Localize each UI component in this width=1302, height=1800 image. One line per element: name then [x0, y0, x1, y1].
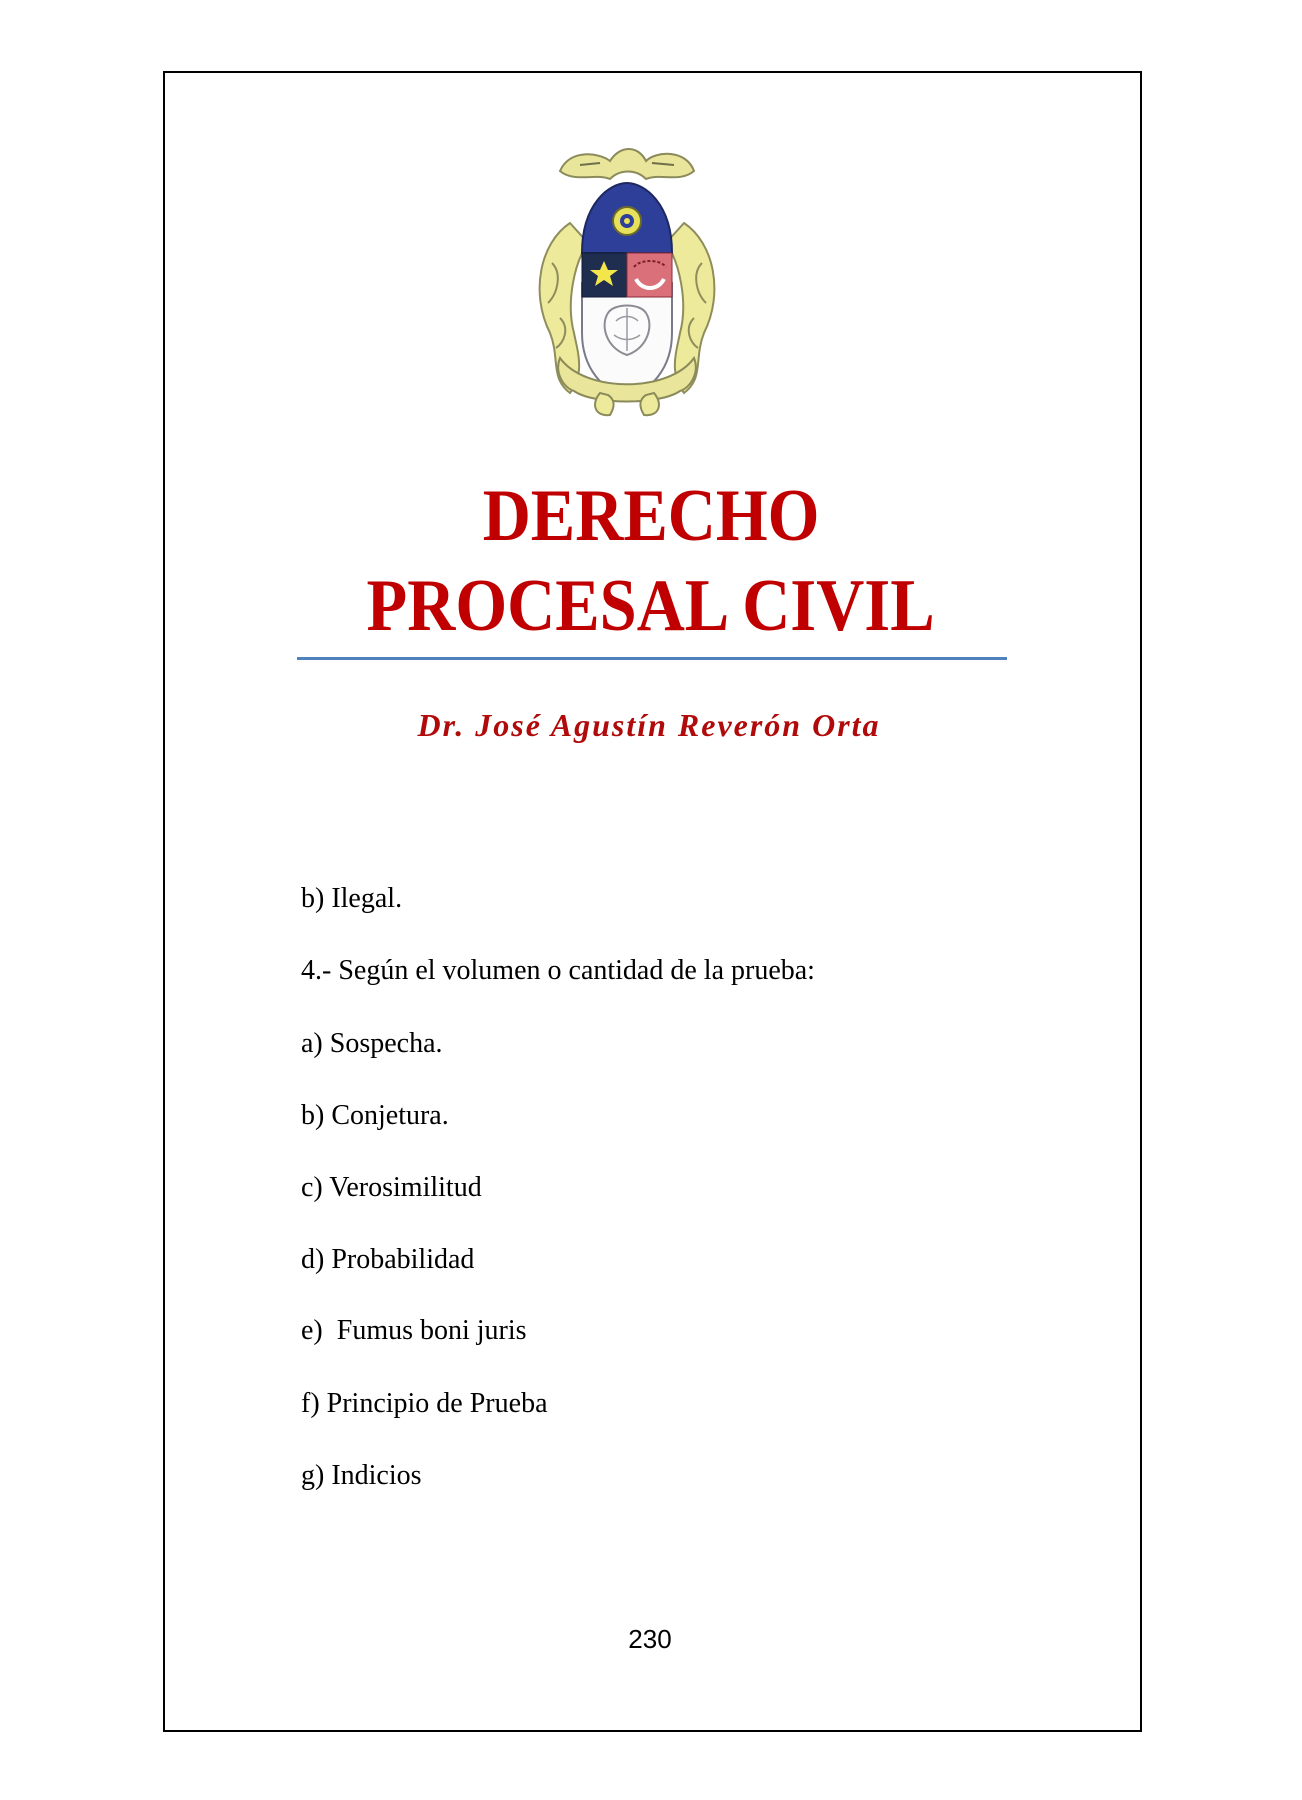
author-name: Dr. José Agustín Reverón Orta	[417, 707, 881, 743]
university-coat-of-arms-icon	[530, 143, 724, 419]
list-item: e) Fumus boni juris	[301, 1315, 527, 1346]
list-item: b) Ilegal.	[301, 883, 403, 914]
list-item: a) Sospecha.	[301, 1028, 443, 1059]
document-title-text: PROCESAL CIVIL	[366, 565, 936, 647]
list-item: f) Principio de Prueba	[301, 1388, 548, 1419]
list-item: c) Verosimilitud	[301, 1172, 482, 1203]
list-item: b) Conjetura.	[301, 1100, 449, 1131]
document-title-line-1	[0, 475, 1302, 557]
page-number: 230	[628, 1624, 672, 1654]
section-heading: 4.- Según el volumen o cantidad de la prueba:	[301, 955, 815, 986]
document-title-line-2	[0, 565, 1302, 647]
title-divider	[297, 657, 1007, 660]
list-item: g) Indicios	[301, 1460, 422, 1491]
document-title-text: DERECHO	[482, 475, 820, 557]
list-item: d) Probabilidad	[301, 1244, 475, 1275]
